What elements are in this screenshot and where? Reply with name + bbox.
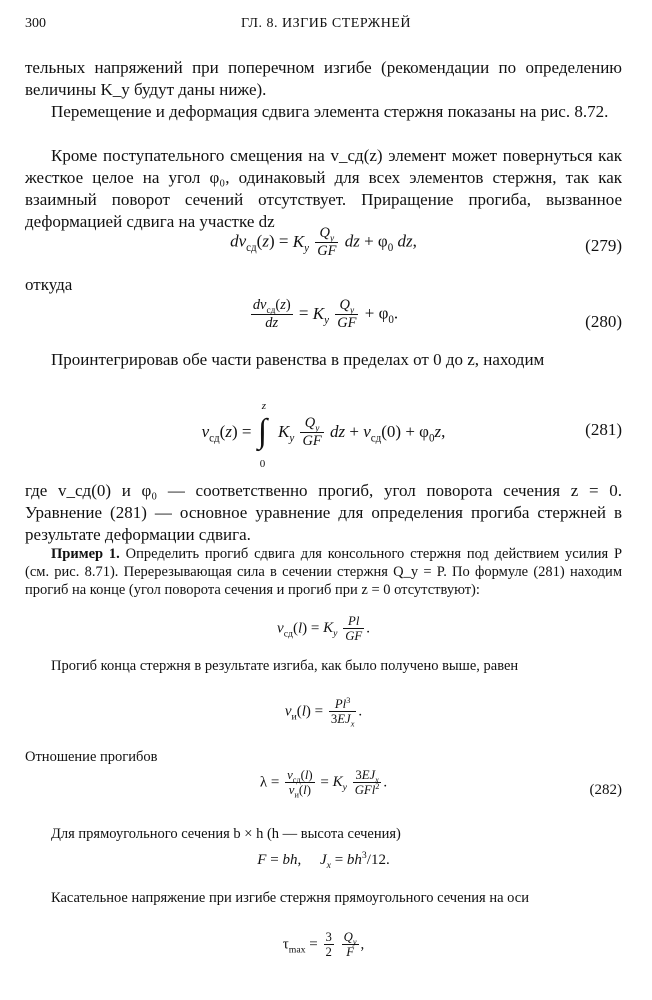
equation-280-formula: $dv_{сд}(z)$ dz = $K_y$ $\frac{Q_y}{GF}$ + $\varphi_0$. (252, 297, 399, 331)
paragraph-6: где v_сд(0) и φ₀ — соответственно прогиб, угол поворота сечения z = 0. Уравнение (281) — основное уравнение для определения прогиба стержней в результате деформации сдвига. (25, 481, 622, 544)
example-1-text: Определить прогиб сдвига для консольного стержня под действием усилия P (см. рис. 8.71). Перерезывающая сила в сечении стержня Q_y = P. По формуле (281) находим прогиб на конце (угол поворота сечения и прогиб при z = 0 отсутствуют): (25, 546, 623, 598)
equation-tau-max-formula: $\tau_{max}$ = $\frac{3}{2}$ $\frac{Q_y}{F}$ , (282, 930, 365, 960)
integral-sign: z ∫ 0 (257, 400, 268, 470)
equation-280 (25, 298, 622, 338)
paragraph-9: Отношение прогибов (25, 749, 158, 765)
paragraph-1: тельных напряжений при поперечном изгибе (рекомендации по определению величины K_y будут даны ниже). (25, 58, 622, 99)
equation-279-number: (279) (585, 236, 622, 255)
equation-281-formula: $v_{сд}(z)$ = z ∫ 0 $K_y$ $\frac{Q_y}{GF}$ dz + $v_{сд}(0) + \varphi_0z$, (201, 400, 446, 470)
page-number: 300 (25, 16, 46, 31)
equation-282-number: (282) (589, 782, 622, 798)
chapter-title: ГЛ. 8. ИЗГИБ СТЕРЖНЕЙ (241, 16, 411, 31)
paragraph-3: Кроме поступательного смещения на v_сд(z) элемент может повернуться как жесткое целое на угол φ₀, одинаковый для всех элементов стержня, так как взаимный поворот сечений отсутствует. Приращение прогиба, вызванное деформацией сдвига на участке dz (25, 146, 622, 231)
equation-bending-deflection (25, 697, 622, 737)
equation-area-inertia-formula: F = bh, $J_x = bh^3/12$. (257, 850, 390, 871)
paragraph-11: Касательное напряжение при изгибе стержня прямоугольного сечения на оси (51, 890, 529, 906)
equation-280-number: (280) (585, 312, 622, 331)
integral-lower-limit: 0 (259, 458, 266, 470)
running-header (25, 16, 627, 36)
paragraph-5: Проинтегрировав обе части равенства в пределах от 0 до z, находим (51, 350, 545, 369)
example-1-paragraph (25, 545, 622, 599)
equation-bending-deflection-formula: $v_и(l)$ = Pl$^3$ $3EJ_x$ . (284, 695, 363, 729)
equation-279-formula: $dv_{сд}(z) = K_y$ $\frac{Q_y}{GF}$ dz + $\varphi_0$ dz, (230, 225, 417, 259)
paragraph-2: Перемещение и деформация сдвига элемента стержня показаны на рис. 8.72. (51, 102, 609, 121)
integral-upper-limit: z (261, 400, 266, 412)
equation-tau-max (25, 930, 622, 970)
equation-shear-deflection (25, 614, 622, 654)
equation-281 (25, 400, 622, 470)
equation-282 (25, 768, 622, 808)
paragraph-8: Прогиб конца стержня в результате изгиба, как было получено выше, равен (51, 658, 519, 674)
paragraph-10: Для прямоугольного сечения b × h (h — высота сечения) (51, 826, 401, 842)
paragraph-4: откуда (25, 275, 73, 294)
equation-281-number: (281) (585, 420, 622, 439)
equation-282-formula: λ = $v_{сд}(l)$ $v_и(l)$ = $K_y$ $3EJ_x$ GFl$^2$ . (259, 768, 388, 800)
example-1-lead: Пример 1. (51, 546, 120, 562)
equation-shear-deflection-formula: $v_{сд}(l) = K_y$ $\frac{Pl}{GF}$ . (277, 614, 370, 644)
equation-area-inertia (25, 852, 622, 876)
equation-279 (25, 226, 622, 266)
